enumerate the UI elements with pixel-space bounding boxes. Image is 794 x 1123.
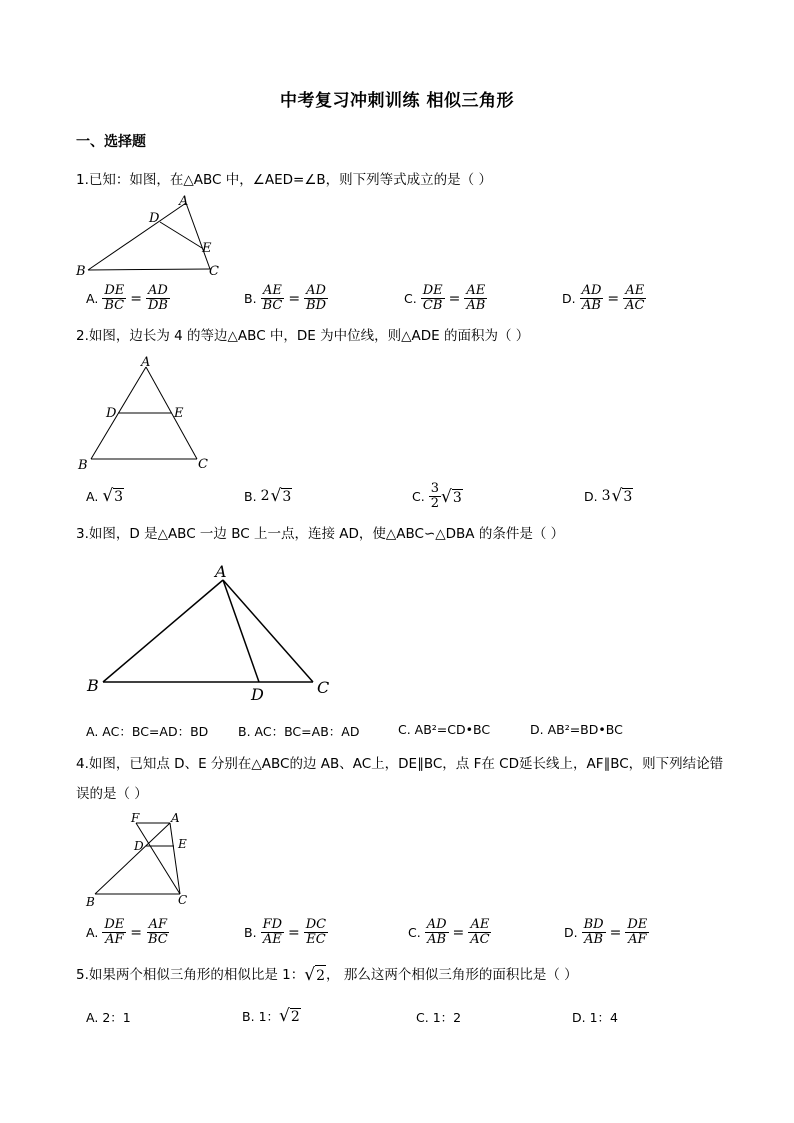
q5-option-c[interactable] [416,1008,461,1026]
square-root: √ 3 [611,486,633,506]
fraction [261,918,284,947]
vertex-label-a: A [215,562,227,581]
stem-text-pre: 5.如果两个相似三角形的相似比是 1： [76,967,305,983]
numerator: AE [470,917,490,932]
option-label: B. [242,1008,255,1024]
numerator: AF [148,917,168,932]
fraction [623,284,646,313]
side-ab [95,823,170,894]
q4-option-d[interactable] [564,918,649,947]
vertex-label-c: C [209,264,219,279]
segment-ad [223,580,259,682]
fraction [625,918,649,947]
vertex-label-d: D [106,406,117,421]
option-label: A. [86,291,99,306]
side-ac [170,823,180,894]
page-title: 中考复习冲刺训练 相似三角形 [280,91,514,111]
q2-option-c[interactable] [412,482,463,511]
option-label: D. [564,925,578,940]
option-label: C. [416,1009,429,1025]
numerator: AE [466,283,486,298]
equals-sign: = [130,924,142,941]
q3-option-b[interactable]: B. AC：BC=AB：AD [238,724,360,739]
q2-option-a[interactable] [86,486,124,506]
question-2-stem: 2.如图，边长为 4 的等边△ABC 中，DE 为中位线，则△ADE 的面积为（ ） [76,328,530,344]
q5-option-d[interactable] [572,1008,618,1026]
denominator: AF [628,932,647,947]
q5-option-a[interactable] [86,1008,131,1026]
stem-text-post: ， 那么这两个相似三角形的面积比是（ ） [326,967,578,983]
vertex-label-e: E [178,837,187,851]
square-root: √ 2 [279,1006,300,1026]
denominator: BD [306,298,327,313]
radicand: 3 [452,489,462,506]
vertex-label-b: B [87,676,99,695]
option-label: A. [86,925,99,940]
denominator: DB [147,298,168,313]
fraction [464,284,487,313]
fraction [429,482,441,511]
denominator: AB [582,298,601,313]
numerator: AD [426,917,447,932]
side-ab [103,580,223,682]
question-2-figure [74,354,224,474]
denominator: CB [422,298,443,313]
equals-sign: = [609,924,622,941]
fraction [146,284,170,313]
side-ac [186,203,210,269]
numerator: AD [581,283,602,298]
side-bc [88,269,210,270]
equals-sign: = [452,924,465,941]
numerator: DE [422,283,443,298]
q1-option-c[interactable] [404,284,487,313]
q4-option-a[interactable] [86,918,170,947]
q4-option-b[interactable] [244,918,328,947]
question-5-stem [76,964,578,986]
denominator: BC [147,932,168,947]
radicand: 3 [114,489,124,505]
square-root: √ 3 [270,486,292,506]
q3-option-c[interactable]: C. AB²=CD•BC [398,722,491,737]
vertex-label-c: C [317,678,330,697]
question-4-stem-line-1: 4.如图，已知点 D、E 分别在△ABC的边 AB、AC上，DE∥BC，点 F在 CD延长线上，AF∥BC，则下列结论错 [76,756,724,772]
fraction [468,918,491,947]
denominator: AB [584,932,604,947]
numerator: AE [625,283,645,298]
option-label: B. [244,925,257,940]
question-4-stem-line-2: 误的是（ ） [76,786,148,802]
denominator: AB [427,932,447,947]
radicand: 2 [290,1009,300,1025]
question-3-stem: 3.如图，D 是△ABC 一边 BC 上一点，连接 AD，使△ABC∽△DBA 的条件是（ ） [76,526,565,542]
fraction [146,918,170,947]
vertex-label-d: D [134,839,144,853]
numerator: DE [627,917,648,932]
option-label: D. [584,488,598,504]
vertex-label-a: A [179,194,189,209]
fraction [421,284,445,313]
coefficient: 3 [601,488,611,504]
section-heading: 一、选择题 [76,134,146,150]
fraction [304,918,328,947]
option-text: 1：4 [589,1010,619,1025]
option-label: B. [244,291,257,306]
question-4-figure [80,810,210,910]
vertex-label-b: B [76,264,86,279]
vertex-label-a: A [141,355,151,370]
q5-option-b[interactable] [242,1006,301,1026]
fraction [304,284,328,313]
square-root: √ 2 [304,965,326,985]
coefficient: 2 [260,488,270,504]
denominator: AE [262,932,282,947]
vertex-label-b: B [86,895,95,909]
vertex-label-d: D [149,211,160,226]
fraction [102,918,126,947]
fraction [580,284,604,313]
numerator: AE [262,283,282,298]
denominator: AC [470,932,490,947]
fraction [582,918,606,947]
segment-fc [136,823,180,894]
q1-option-d[interactable] [562,284,647,313]
question-1-stem: 1.已知：如图，在△ABC 中，∠AED=∠B，则下列等式成立的是（ ） [76,172,492,188]
numerator: AD [148,283,168,298]
segment-de [160,222,202,248]
square-root: √ 3 [440,486,462,507]
denominator: BC [262,298,283,313]
fraction [261,284,285,313]
equals-sign: = [130,290,142,307]
fraction [102,284,126,313]
option-label: A. [86,1009,99,1025]
option-text: 1： [258,1009,280,1024]
denominator: 2 [430,496,439,511]
vertex-label-d: D [251,685,264,704]
q1-option-b[interactable] [244,284,328,313]
vertex-label-e: E [202,241,212,256]
q2-option-d[interactable] [584,486,633,506]
q2-option-b[interactable] [244,486,292,506]
numerator: BD [583,917,604,932]
equals-sign: = [607,290,620,307]
q1-option-a[interactable] [86,284,170,313]
denominator: BC [104,298,125,313]
option-label: C. [408,925,421,940]
option-label: A. [86,488,99,504]
vertex-label-c: C [198,457,208,472]
q4-option-c[interactable] [408,918,492,947]
numerator: DC [305,917,327,932]
fraction [425,918,449,947]
equals-sign: = [288,290,301,307]
numerator: DE [104,917,125,932]
side-ac [223,580,313,682]
option-label: B. [244,488,257,504]
numerator: DE [104,283,125,298]
denominator: AC [625,298,645,313]
equals-sign: = [448,290,461,307]
denominator: AF [105,932,124,947]
numerator: 3 [430,481,439,496]
option-label: D. [572,1009,586,1025]
q3-option-a[interactable]: A. AC：BC=AD：BD [86,724,209,739]
denominator: EC [306,932,326,947]
vertex-label-a: A [171,811,180,825]
side-ab [88,203,186,270]
vertex-label-b: B [78,458,88,473]
option-text: 2：1 [102,1010,131,1025]
equals-sign: = [288,924,300,941]
option-label: C. [412,489,425,504]
numerator: FD [262,917,283,932]
q3-option-d[interactable]: D. AB²=BD•BC [530,722,623,737]
denominator: AB [466,298,486,313]
radicand: 3 [282,489,292,505]
radicand: 3 [623,489,633,505]
vertex-label-e: E [174,406,184,421]
option-label: C. [404,291,417,306]
vertex-label-c: C [178,893,188,907]
option-text: 1：2 [432,1010,462,1025]
numerator: AD [306,283,326,298]
vertex-label-f: F [131,811,140,825]
radicand: 2 [315,965,326,986]
question-1-figure [74,193,234,283]
option-label: D. [562,291,576,306]
question-3-figure [80,556,350,706]
square-root: √ 3 [102,486,124,506]
